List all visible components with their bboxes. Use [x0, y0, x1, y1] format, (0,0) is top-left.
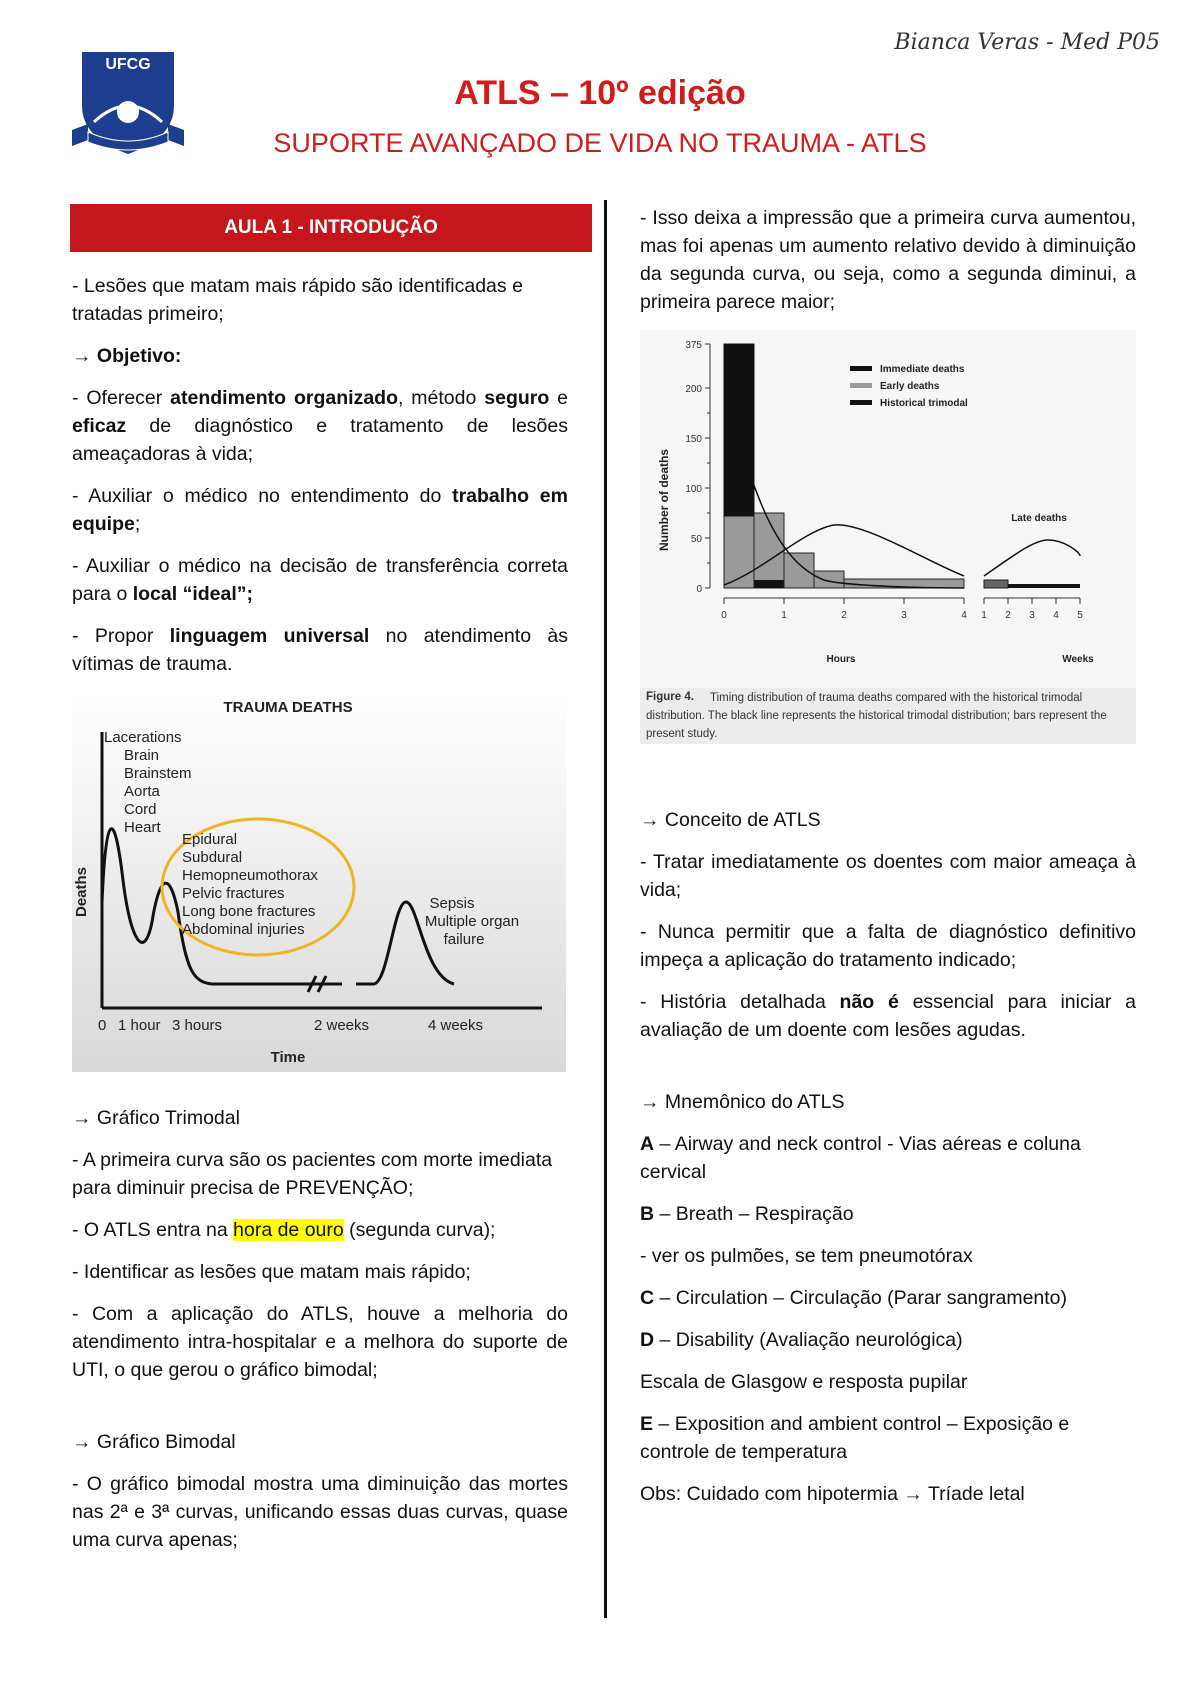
- bimodal-heading: → Gráfico Bimodal: [72, 1431, 236, 1453]
- late-deaths-label: Late deaths: [1011, 513, 1067, 524]
- trimodal-item-3: - Identificar as lesões que matam mais rápido;: [72, 1261, 471, 1283]
- legend-early: Early deaths: [880, 381, 940, 392]
- x-tick-week-label: 2: [1005, 610, 1011, 621]
- group2-label: Abdominal injuries: [182, 921, 305, 938]
- bar-immediate: [724, 344, 754, 516]
- x-tick-week-label: 3: [1029, 610, 1035, 621]
- time-tick: 2 weeks: [314, 1017, 370, 1034]
- x-tick-label: 2: [841, 610, 847, 621]
- group1-label: Heart: [124, 819, 161, 836]
- legend-swatch-early: [850, 383, 872, 388]
- author-signature: Bianca Veras - Med P05: [894, 30, 1160, 55]
- glasgow-note: Escala de Glasgow e resposta pupilar: [640, 1371, 968, 1393]
- x-tick-label: 0: [721, 610, 727, 621]
- group2-label: Long bone fractures: [182, 903, 316, 920]
- column-divider: [604, 200, 607, 1618]
- x-tick-week-label: 5: [1077, 610, 1083, 621]
- trimodal-heading: → Gráfico Trimodal: [72, 1107, 240, 1129]
- page-title: ATLS – 10º edição: [454, 74, 746, 112]
- bar-early: [814, 571, 844, 588]
- intro-paragraph: - Lesões que matam mais rápido são identificadas e tratadas primeiro;: [72, 275, 523, 325]
- legend-swatch-immediate: [850, 366, 872, 371]
- objetivo-item-4: - Propor linguagem universal no atendimento às vítimas de trauma.: [72, 625, 568, 675]
- bar-early: [784, 553, 814, 588]
- group3-label: Multiple organ: [424, 913, 520, 930]
- trimodal-item-4: - Com a aplicação do ATLS, houve a melhoria do atendimento intra-hospitalar e a melhora do suporte de UTI, o que gerou o gráfico bimodal;: [72, 1303, 568, 1381]
- group2-label: Subdural: [182, 849, 243, 866]
- trauma-xlabel: Time: [270, 1049, 306, 1066]
- x-tick-label: 4: [961, 610, 967, 621]
- y-tick-label: 100: [685, 484, 702, 495]
- chart-xlabel-hours: Hours: [826, 654, 856, 665]
- x-tick-week-label: 4: [1053, 610, 1059, 621]
- y-tick-label: 150: [685, 434, 702, 445]
- trimodal-item-1: - A primeira curva são os pacientes com morte imediata para diminuir precisa de PREVENÇÃO;: [72, 1149, 553, 1199]
- y-tick-label: 0: [696, 584, 702, 595]
- group1-label: Brainstem: [124, 765, 192, 782]
- objetivo-heading: → Objetivo:: [72, 345, 182, 367]
- group1-label: Brain: [124, 747, 160, 764]
- legend-swatch-trimodal: [850, 400, 872, 405]
- deaths-chart-figure: [640, 330, 1136, 752]
- x-tick-label: 1: [781, 610, 787, 621]
- objetivo-item-1: - Oferecer atendimento organizado, método seguro e eficaz de diagnóstico e tratamento de lesões ameaçadoras à vida;: [72, 387, 569, 465]
- y-tick-label: 50: [690, 534, 702, 545]
- bar-late: [1008, 584, 1080, 588]
- mnemonic-e: E – Exposition and ambient control – Exposição e controle de temperatura: [640, 1413, 1070, 1463]
- time-tick: 1 hour: [118, 1017, 161, 1034]
- objetivo-item-3: - Auxiliar o médico na decisão de transferência correta para o local “ideal”;: [72, 555, 568, 605]
- trauma-ylabel: Deaths: [73, 866, 90, 918]
- caption-label: Figure 4.: [646, 691, 694, 703]
- y-tick-label: 200: [685, 384, 702, 395]
- group1-label: Cord: [124, 801, 157, 818]
- page-subtitle: SUPORTE AVANÇADO DE VIDA NO TRAUMA - ATLS: [273, 128, 927, 158]
- left-column: [72, 204, 568, 1568]
- legend-trimodal: Historical trimodal: [880, 398, 968, 409]
- bar-immediate: [754, 580, 784, 588]
- time-tick: 3 hours: [172, 1017, 223, 1034]
- mnemonic-a: A – Airway and neck control - Vias aéreas e coluna cervical: [640, 1133, 1081, 1183]
- conceito-item-3: - História detalhada não é essencial para iniciar a avaliação de um doente com lesões agudas.: [640, 991, 1136, 1041]
- bar-early: [754, 513, 784, 588]
- relative-increase-paragraph: - Isso deixa a impressão que a primeira curva aumentou, mas foi apenas um aumento relativo devido à diminuição da segunda curva, ou seja, como a segunda diminui, a primeira parece maior;: [640, 207, 1136, 313]
- bar-early: [724, 516, 754, 588]
- mnemonic-b-detail: - ver os pulmões, se tem pneumotórax: [640, 1245, 973, 1267]
- group2-label: Pelvic fractures: [182, 885, 285, 902]
- trauma-title: TRAUMA DEATHS: [223, 699, 353, 716]
- section-banner: AULA 1 - INTRODUÇÃO: [70, 204, 592, 252]
- chart-caption: Timing distribution of trauma deaths compared with the historical trimodal distribution. The black line represents the historical trimodal distribution; bars represent the present study.: [646, 692, 1107, 740]
- bar-late: [984, 580, 1008, 588]
- time-tick: 0: [98, 1017, 107, 1034]
- obs-note: Obs: Cuidado com hipotermia → Tríade letal: [640, 1483, 1025, 1505]
- mnemonico-heading: → Mnemônico do ATLS: [640, 1091, 845, 1113]
- group1-label: Aorta: [124, 783, 160, 800]
- right-column: [640, 204, 1136, 1522]
- group3-label: failure: [443, 931, 485, 948]
- mnemonic-d: D – Disability (Avaliação neurológica): [640, 1329, 963, 1351]
- logo-text: UFCG: [105, 56, 151, 73]
- group2-label: Hemopneumothorax: [182, 867, 318, 884]
- conceito-heading: → Conceito de ATLS: [640, 809, 821, 831]
- chart-ylabel: Number of deaths: [657, 448, 671, 552]
- time-tick: 4 weeks: [428, 1017, 484, 1034]
- legend-immediate: Immediate deaths: [880, 364, 965, 375]
- trauma-deaths-figure: [72, 692, 568, 1080]
- objetivo-item-2: - Auxiliar o médico no entendimento do trabalho em equipe;: [72, 485, 568, 535]
- x-tick-week-label: 1: [981, 610, 987, 621]
- deaths-chart-svg: [640, 330, 1136, 744]
- y-tick-label: 375: [685, 340, 702, 351]
- group2-label: Epidural: [182, 831, 238, 848]
- mnemonic-c: C – Circulation – Circulação (Parar sangramento): [640, 1287, 1068, 1309]
- bimodal-item-1: - O gráfico bimodal mostra uma diminuição das mortes nas 2ª e 3ª curvas, unificando essas duas curvas, quase uma curva apenas;: [72, 1473, 568, 1551]
- conceito-item-2: - Nunca permitir que a falta de diagnóstico definitivo impeça a aplicação do tratamento indicado;: [640, 921, 1136, 971]
- group3-label: Sepsis: [429, 895, 475, 912]
- chart-xlabel-weeks: Weeks: [1062, 654, 1094, 665]
- trauma-deaths-svg: [72, 692, 566, 1072]
- group1-label: Lacerations: [104, 729, 182, 746]
- trimodal-item-2: - O ATLS entra na hora de ouro (segunda curva);: [72, 1219, 496, 1241]
- x-tick-label: 3: [901, 610, 907, 621]
- mnemonic-b: B – Breath – Respiração: [640, 1203, 854, 1225]
- conceito-item-1: - Tratar imediatamente os doentes com maior ameaça à vida;: [640, 851, 1136, 901]
